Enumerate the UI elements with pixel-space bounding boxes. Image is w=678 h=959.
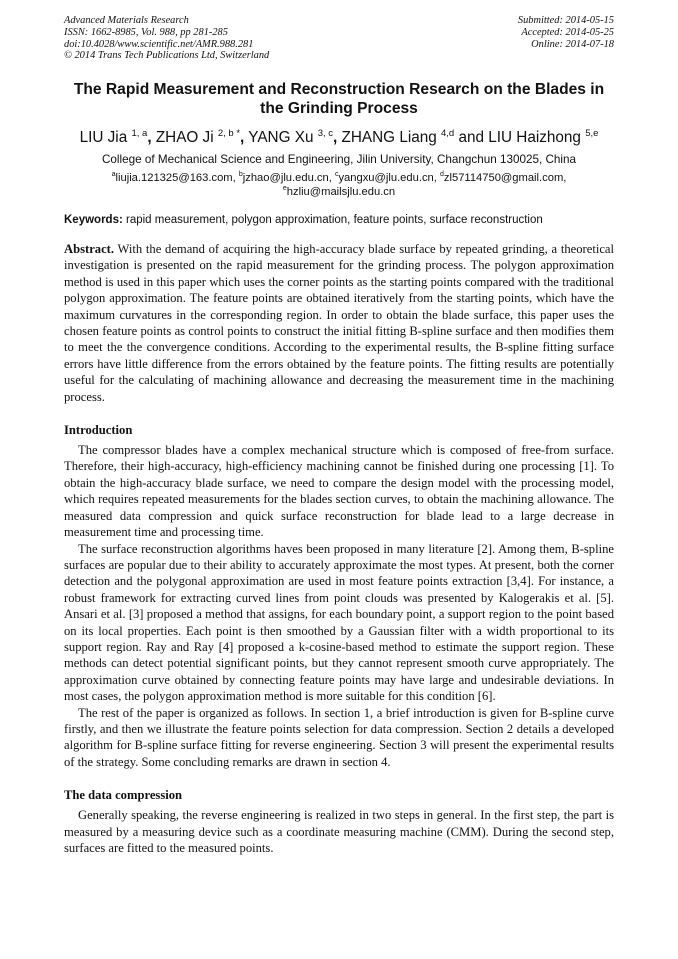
email-mark: d (440, 171, 444, 178)
keywords-text: rapid measurement, polygon approximation, feature points, surface reconstruction (126, 214, 543, 226)
author-affil-mark: 2, b * (217, 128, 241, 139)
author-separator: , (333, 129, 338, 146)
abstract-label: Abstract. (64, 242, 115, 256)
author-affil-mark: 5,e (585, 128, 599, 139)
email-mark: a (111, 171, 116, 178)
author-name: ZHANG Liang (341, 129, 437, 146)
email-item[interactable] (440, 172, 566, 184)
journal-issn: ISSN: 1662-8985, Vol. 988, pp 281-285 (64, 26, 228, 38)
journal-doi: doi:10.4028/www.scientific.net/AMR.988.281 (64, 38, 254, 50)
affiliation: College of Mechanical Science and Engineering, Jilin University, Changchun 130025, China (101, 153, 577, 166)
email-mark: e (282, 185, 287, 192)
body-paragraph: Generally speaking, the reverse engineering is realized in two steps in general. In the first step, the part is measured by a measuring device such as a coordinate measuring machine (CMM). During the second step, surfaces are fitted to the measured points. (64, 808, 614, 855)
email-item[interactable] (112, 172, 236, 184)
author-affil-mark: 3, c (317, 128, 334, 139)
abstract-text: With the demand of acquiring the high-accuracy blade surface by repeated grinding, a theoretical investigation is presented on the rapid measurement for the grinding process. The polygon approximation method is used in this paper which uses the corner points as the starting points compared with the traditional polygon approximation. The feature points are obtained iteratively from the starting points, which have the maximum curvatures in the corresponding region. In order to obtain the blade surface, this paper uses the chosen feature points as control points to construct the initial fitting B-spline surface and then modifies them to meet the the convergence conditions. According to the experimental results, the B-spline fitting surface errors have little difference from the errors obtained by the feature points. The fitting results are potentially useful for the calculating of machining allowance and decreasing the measurement time in the machining process. (64, 242, 614, 404)
keywords (64, 213, 614, 227)
author-separator: , (147, 129, 152, 146)
email-item[interactable] (335, 172, 437, 184)
section-heading-data-compression: The data compression (64, 788, 183, 803)
email-mark: c (334, 171, 339, 178)
body-paragraph: The compressor blades have a complex mechanical structure which is composed of free-from surface. Therefore, their high-accuracy, high-efficiency machining cannot be finished during one processing [1]. To obtain the high-accuracy blade surface, we need to compare the design model with the processing model, which requires repeated measurements for the blades section curves, to obtain the machining allowance. The measured data compression and quick surface reconstruction for blade lead to a large decrease in measurement time and processing time. (64, 443, 614, 540)
author-separator: , (240, 129, 245, 146)
journal-name: Advanced Materials Research (64, 15, 189, 26)
email-list (64, 171, 614, 199)
email-address: jzhao@jlu.edu.cn, (242, 172, 332, 184)
journal-copyright: © 2014 Trans Tech Publications Ltd, Switzerland (64, 50, 270, 62)
email-item[interactable] (283, 186, 395, 198)
email-mark: b (238, 171, 243, 178)
author-name: LIU Jia (79, 129, 128, 146)
journal-header (64, 15, 614, 65)
author-separator: and (458, 129, 484, 146)
author-affil-mark: 1, a (131, 128, 148, 139)
email-address: liujia.121325@163.com, (115, 172, 236, 184)
author-name: YANG Xu (248, 129, 314, 146)
author-affil-mark: 4,d (441, 128, 455, 139)
date-accepted: Accepted: 2014-05-25 (521, 26, 614, 38)
abstract (64, 241, 614, 405)
email-address: yangxu@jlu.edu.cn, (338, 172, 437, 184)
paper-page (64, 15, 614, 856)
body-paragraph: The surface reconstruction algorithms haves been proposed in many literature [2]. Among them, B-spline surfaces are popular due to their ability to accurately approximate the most types. At present, both the corner detection and the polygonal approximation are used in most feature points extraction [3,4]. For instance, a robust framework for extracting curved lines from point clouds was presented by Kalogerakis et al. [5]. Ansari et al. [3] proposed a method that assigns, for each boundary point, a support region to the point based on its local properties. Each point is then smoothed by a Gaussian filter with a width proportional to its support region. Ray and Ray [4] proposed a k-cosine-based method to estimate the support region. These methods can detect potential significant points, but they cannot represent smooth curve appropriately. The approximation curve obtained by connecting feature points may have large and undesirable deviations. In most cases, the polygon approximation method is more suitable for this condition [6]. (64, 541, 614, 704)
paper-title: The Rapid Measurement and Reconstruction Research on the Blades in the Grinding Process (73, 81, 605, 117)
author-name: ZHAO Ji (155, 129, 214, 146)
author-list (64, 128, 614, 148)
date-online: Online: 2014-07-18 (531, 38, 614, 50)
date-submitted: Submitted: 2014-05-15 (517, 15, 614, 26)
email-item[interactable] (239, 172, 332, 184)
journal-info (64, 15, 269, 62)
email-address: zl57114750@gmail.com, (443, 172, 567, 184)
author-name: LIU Haizhong (488, 129, 581, 146)
email-address: hzliu@mailsjlu.edu.cn (286, 186, 396, 198)
keywords-label: Keywords: (64, 214, 123, 226)
publication-dates (518, 15, 614, 50)
body-paragraph: The rest of the paper is organized as follows. In section 1, a brief introduction is given for B-spline curve firstly, and then we illustrate the feature points selection for data compression. Section 2 details a developed algorithm for B-spline surface fitting for reverse engineering. Section 3 will present the experimental results of the strategy. Some concluding remarks are drawn in section 4. (64, 705, 614, 769)
section-heading-introduction: Introduction (64, 423, 133, 438)
